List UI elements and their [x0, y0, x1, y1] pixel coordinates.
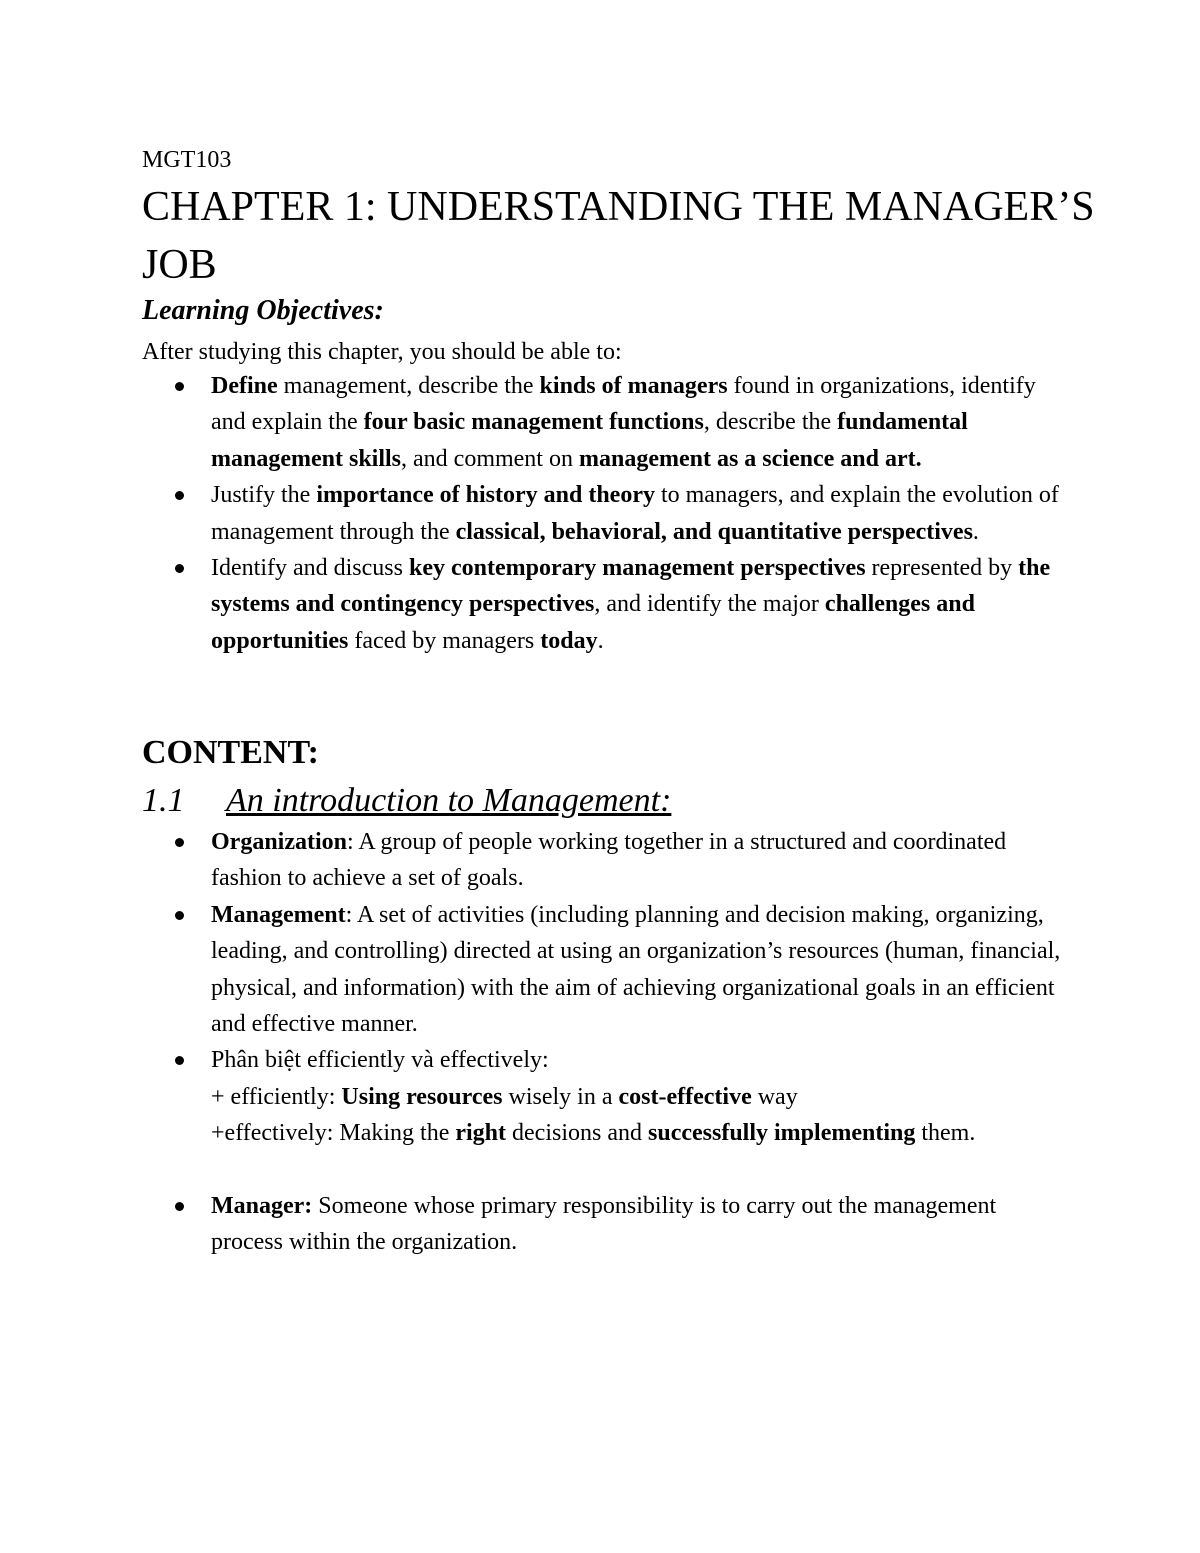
bold-text: fundamental management skills: [211, 409, 968, 472]
definition-item: [142, 1188, 1062, 1261]
learning-objectives-heading: Learning Objectives:: [142, 295, 384, 326]
bold-text: kinds of managers: [539, 373, 728, 399]
text-run: Phân biệt efficiently và effectively:: [211, 1047, 549, 1074]
text-run: , describe the: [703, 409, 838, 436]
bold-text: classical, behavioral, and quantitative perspectives: [455, 518, 973, 545]
item-line: [211, 1042, 1062, 1078]
learning-objectives-list: [142, 368, 1062, 659]
item-line: [211, 897, 1062, 1043]
section-heading: [142, 780, 671, 822]
bold-text: Manager:: [211, 1192, 313, 1219]
item-line: [211, 824, 1062, 897]
section-number: 1.1: [142, 782, 185, 819]
bold-text: importance of history and theory: [316, 482, 655, 509]
text-run: : A group of people working together in a structured and coordinated fashion to achieve a set of goals.: [211, 829, 1007, 892]
bold-text: right: [455, 1120, 507, 1147]
text-run: Someone whose primary responsibility is to carry out the management process within the organization.: [211, 1192, 997, 1256]
text-run: faced by managers: [348, 627, 541, 654]
text-run: Justify the: [211, 482, 317, 509]
bullet-icon: [175, 838, 184, 847]
bold-text: challenges and opportunities: [211, 591, 975, 654]
section-title: An introduction to Management:: [226, 782, 672, 819]
bold-text: today: [540, 627, 598, 654]
bold-text: the systems and contingency perspectives: [211, 555, 1051, 618]
text-run: Identify and discuss: [211, 555, 409, 582]
text-run: .: [972, 518, 979, 545]
content-heading: CONTENT:: [142, 734, 319, 771]
bold-text: management as a science and art.: [578, 445, 922, 472]
item-line: [211, 1188, 1062, 1261]
bold-text: successfully implementing: [648, 1120, 916, 1147]
bullet-icon: [175, 1056, 184, 1065]
objective-item: [142, 368, 1062, 477]
text-run: them.: [915, 1120, 976, 1147]
chapter-title: CHAPTER 1: UNDERSTANDING THE MANAGER’S JOB: [142, 184, 1095, 288]
text-run: to managers, and explain the evolution of management through the: [211, 482, 1059, 545]
text-run: represented by: [865, 555, 1019, 582]
text-run: + efficiently:: [211, 1083, 342, 1110]
definition-item: [142, 897, 1062, 1043]
bullet-icon: [175, 564, 184, 573]
text-run: : A set of activities (including planning and decision making, organizing, leading, and controlling) directed at using an organization’s resources (human, financial, physical, and information) with the aim of achieving organizational goals in an efficient and effective manner.: [211, 901, 1061, 1038]
bold-text: Organization: [211, 829, 347, 855]
bold-text: Management: [211, 901, 346, 928]
objective-item: [142, 550, 1062, 659]
text-run: management, describe the: [277, 373, 540, 399]
text-run: , and comment on: [401, 445, 579, 472]
course-code: MGT103: [142, 147, 232, 173]
bullet-icon: [175, 1202, 184, 1211]
definition-item: [142, 824, 1062, 897]
item-line: [211, 1115, 1062, 1151]
text-run: found in organizations, identify and explain the: [211, 373, 1036, 436]
objective-item: [142, 477, 1062, 550]
bullet-icon: [175, 382, 184, 391]
bold-text: Using resources: [341, 1083, 503, 1110]
item-line: [211, 1079, 1062, 1115]
text-run: way: [751, 1083, 798, 1110]
bold-text: Define: [211, 373, 278, 399]
learning-objectives-intro: After studying this chapter, you should be able to:: [142, 339, 622, 365]
bold-text: four basic management functions: [363, 409, 704, 436]
bullet-icon: [175, 911, 184, 920]
definitions-list: [142, 824, 1062, 1260]
text-run: wisely in a: [502, 1083, 619, 1110]
text-run: +effectively: Making the: [211, 1120, 456, 1147]
bullet-icon: [175, 491, 184, 500]
text-run: .: [597, 627, 604, 654]
text-run: decisions and: [506, 1120, 649, 1147]
bold-text: key contemporary management perspectives: [408, 555, 866, 582]
text-run: , and identify the major: [594, 591, 825, 618]
bold-text: cost-effective: [618, 1083, 752, 1110]
definition-item: [142, 1042, 1062, 1151]
